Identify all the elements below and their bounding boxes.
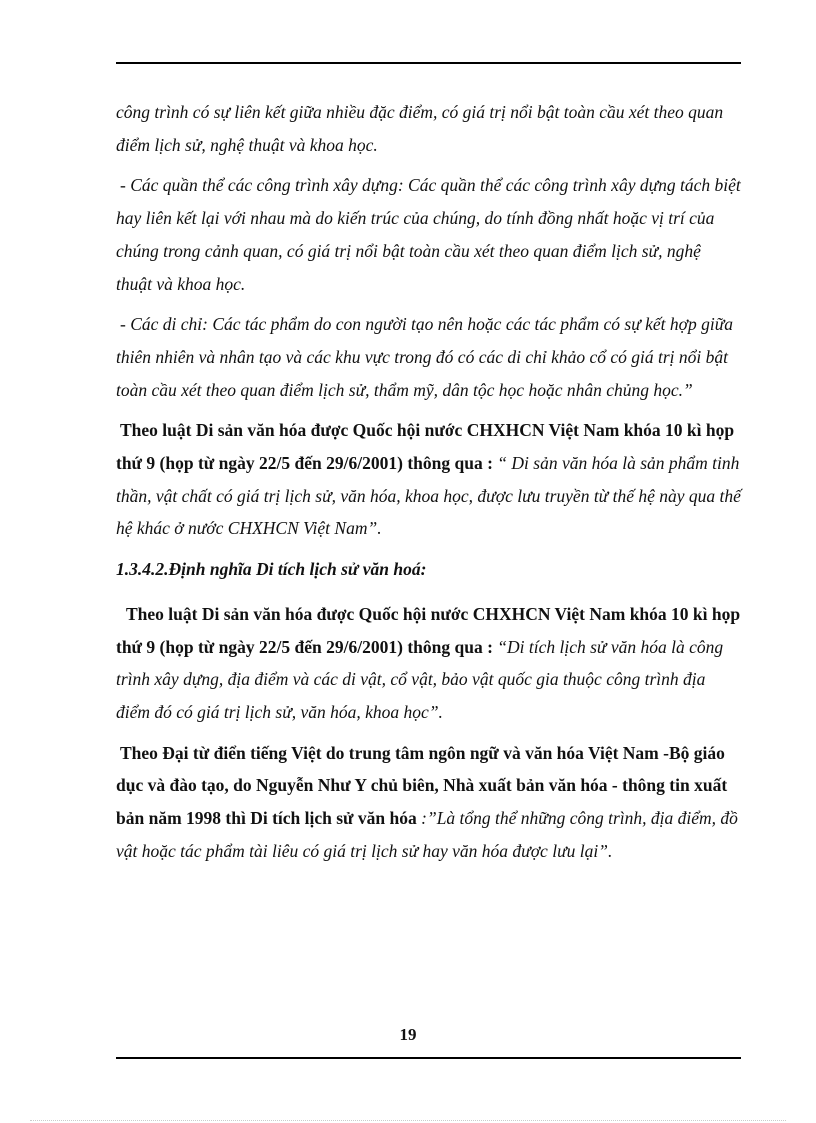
section-heading: 1.3.4.2.Định nghĩa Di tích lịch sử văn hoá: xyxy=(116,559,427,580)
paragraph-sites: - Các di chỉ: Các tác phẩm do con người tạo nên hoặc các tác phẩm có sự kết hợp giữa thiên nhiên và nhân tạo và các khu vực trong đó có các di chỉ khảo cổ có giá trị nổi bật toàn cầu xét theo quan điểm lịch sử, thẩm mỹ, dân tộc học hoặc nhân chủng học.” xyxy=(116,314,734,400)
paragraph-cultural-heritage-law xyxy=(116,414,741,545)
dictionary-definition-quote: :”Là tổng thể những công trình, địa điểm, đồ vật hoặc tác phẩm tài liêu có giá trị lịch sử hay văn hóa được lưu lại”. xyxy=(116,808,738,861)
header-rule xyxy=(116,62,741,64)
relic-definition-quote: “Di tích lịch sử văn hóa là công trình xây dựng, địa điểm và các di vật, cổ vật, bảo vật quốc gia thuộc công trình địa điểm đó có giá trị lịch sử, văn hóa, khoa học”. xyxy=(116,636,724,722)
heritage-definition-quote: “ Di sản văn hóa là sản phẩm tinh thần, vật chất có giá trị lịch sử, văn hóa, khoa học, được lưu truyền từ thế hệ này qua thế hệ khác ở nước CHXHCN Việt Nam”. xyxy=(116,453,741,539)
paragraph-relic-law xyxy=(116,598,741,729)
dictionary-citation-text: Theo Đại từ điển tiếng Việt do trung tâm ngôn ngữ và văn hóa Việt Nam -Bộ giáo dục và đào tạo, do Nguyễn Như Y chủ biên, Nhà xuất bản văn hóa - thông tin xuất bản năm 1998 thì Di tích lịch sử văn hóa xyxy=(116,742,728,829)
paragraph-building-complexes: - Các quần thể các công trình xây dựng: Các quần thể các công trình xây dựng tách biệt hay liên kết lại với nhau mà do kiến trúc của chúng, do tính đồng nhất hoặc vị trí của chúng trong cảnh quan, có giá trị nổi bật toàn cầu xét theo quan điểm lịch sử, nghệ thuật và khoa học. xyxy=(116,175,741,294)
paragraph-dictionary-definition xyxy=(116,737,741,868)
page-body xyxy=(116,96,741,875)
page-number: 19 xyxy=(399,1025,417,1044)
footer-rule xyxy=(116,1057,741,1059)
law-citation-text: Theo luật Di sản văn hóa được Quốc hội nước CHXHCN Việt Nam khóa 10 kì họp thứ 9 (họp từ ngày 22/5 đến 29/6/2001) thông qua : xyxy=(116,603,741,657)
page-edge-divider xyxy=(30,1120,786,1121)
law-citation-text: Theo luật Di sản văn hóa được Quốc hội nước CHXHCN Việt Nam khóa 10 kì họp thứ 9 (họp từ ngày 22/5 đến 29/6/2001) thông qua : xyxy=(116,420,735,474)
paragraph-continuation: công trình có sự liên kết giữa nhiều đặc điểm, có giá trị nổi bật toàn cầu xét theo quan điểm lịch sử, nghệ thuật và khoa học. xyxy=(116,102,724,155)
